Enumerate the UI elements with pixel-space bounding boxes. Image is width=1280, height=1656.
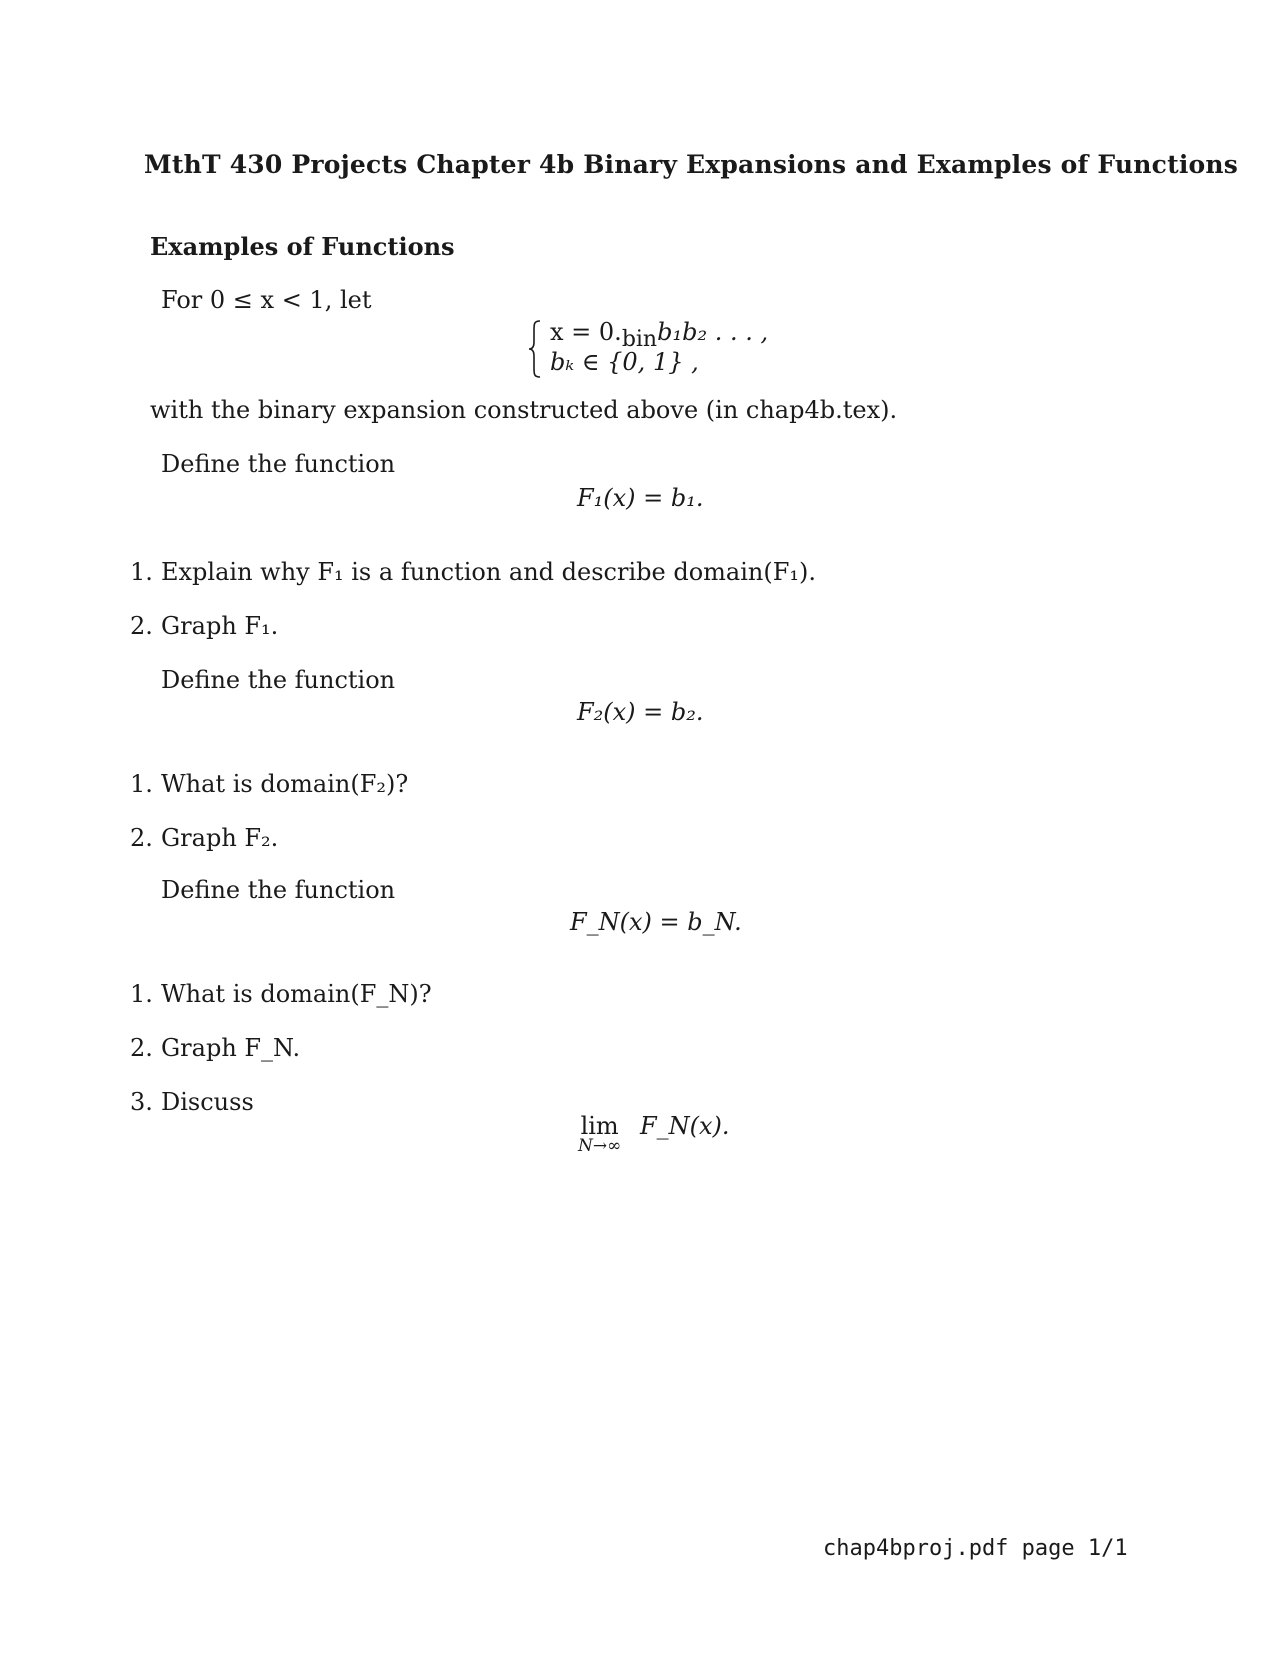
list-item: Graph F_N. — [161, 1034, 301, 1062]
case-line-1 — [550, 318, 769, 352]
list-item-number: 2. — [130, 612, 153, 640]
case1-bin: bin — [621, 327, 658, 352]
case-line-2: bₖ ∈ {0, 1} , — [550, 348, 699, 376]
limit-expression: F_N(x). — [640, 1112, 730, 1140]
section-heading: Examples of Functions — [150, 232, 455, 261]
list-item-number: 1. — [130, 980, 153, 1008]
list-item-number: 2. — [130, 1034, 153, 1062]
case1-lhs: x = 0. — [550, 318, 622, 346]
list-item: Discuss — [161, 1088, 254, 1116]
limit-word: lim — [580, 1112, 619, 1140]
page-footer: chap4bproj.pdf page 1/1 — [823, 1536, 1128, 1561]
left-brace-icon — [528, 320, 542, 378]
define-function-n: Define the function — [161, 876, 396, 904]
list-item: Explain why F₁ is a function and describe domain(F₁). — [161, 558, 816, 586]
equation-fn: F_N(x) = b_N. — [570, 908, 742, 936]
list-item: What is domain(F_N)? — [161, 980, 432, 1008]
list-item-number: 1. — [130, 770, 153, 798]
limit-operator — [578, 1112, 621, 1156]
case1-rhs: b₁b₂ . . . , — [657, 318, 769, 346]
list-item: Graph F₂. — [161, 824, 279, 852]
define-function-1: Define the function — [161, 450, 396, 478]
list-item-number: 3. — [130, 1088, 153, 1116]
equation-f2: F₂(x) = b₂. — [577, 698, 704, 726]
list-item-number: 2. — [130, 824, 153, 852]
page-title: MthT 430 Projects Chapter 4b Binary Expansions and Examples of Functions — [144, 150, 1239, 179]
equation-f1: F₁(x) = b₁. — [577, 484, 704, 512]
define-function-2: Define the function — [161, 666, 396, 694]
limit-subscript: N→∞ — [578, 1136, 622, 1156]
intro-after-text: with the binary expansion constructed above (in chap4b.tex). — [150, 396, 898, 424]
list-item: Graph F₁. — [161, 612, 279, 640]
intro-for-text: For 0 ≤ x < 1, let — [161, 286, 372, 314]
list-item: What is domain(F₂)? — [161, 770, 409, 798]
list-item-number: 1. — [130, 558, 153, 586]
